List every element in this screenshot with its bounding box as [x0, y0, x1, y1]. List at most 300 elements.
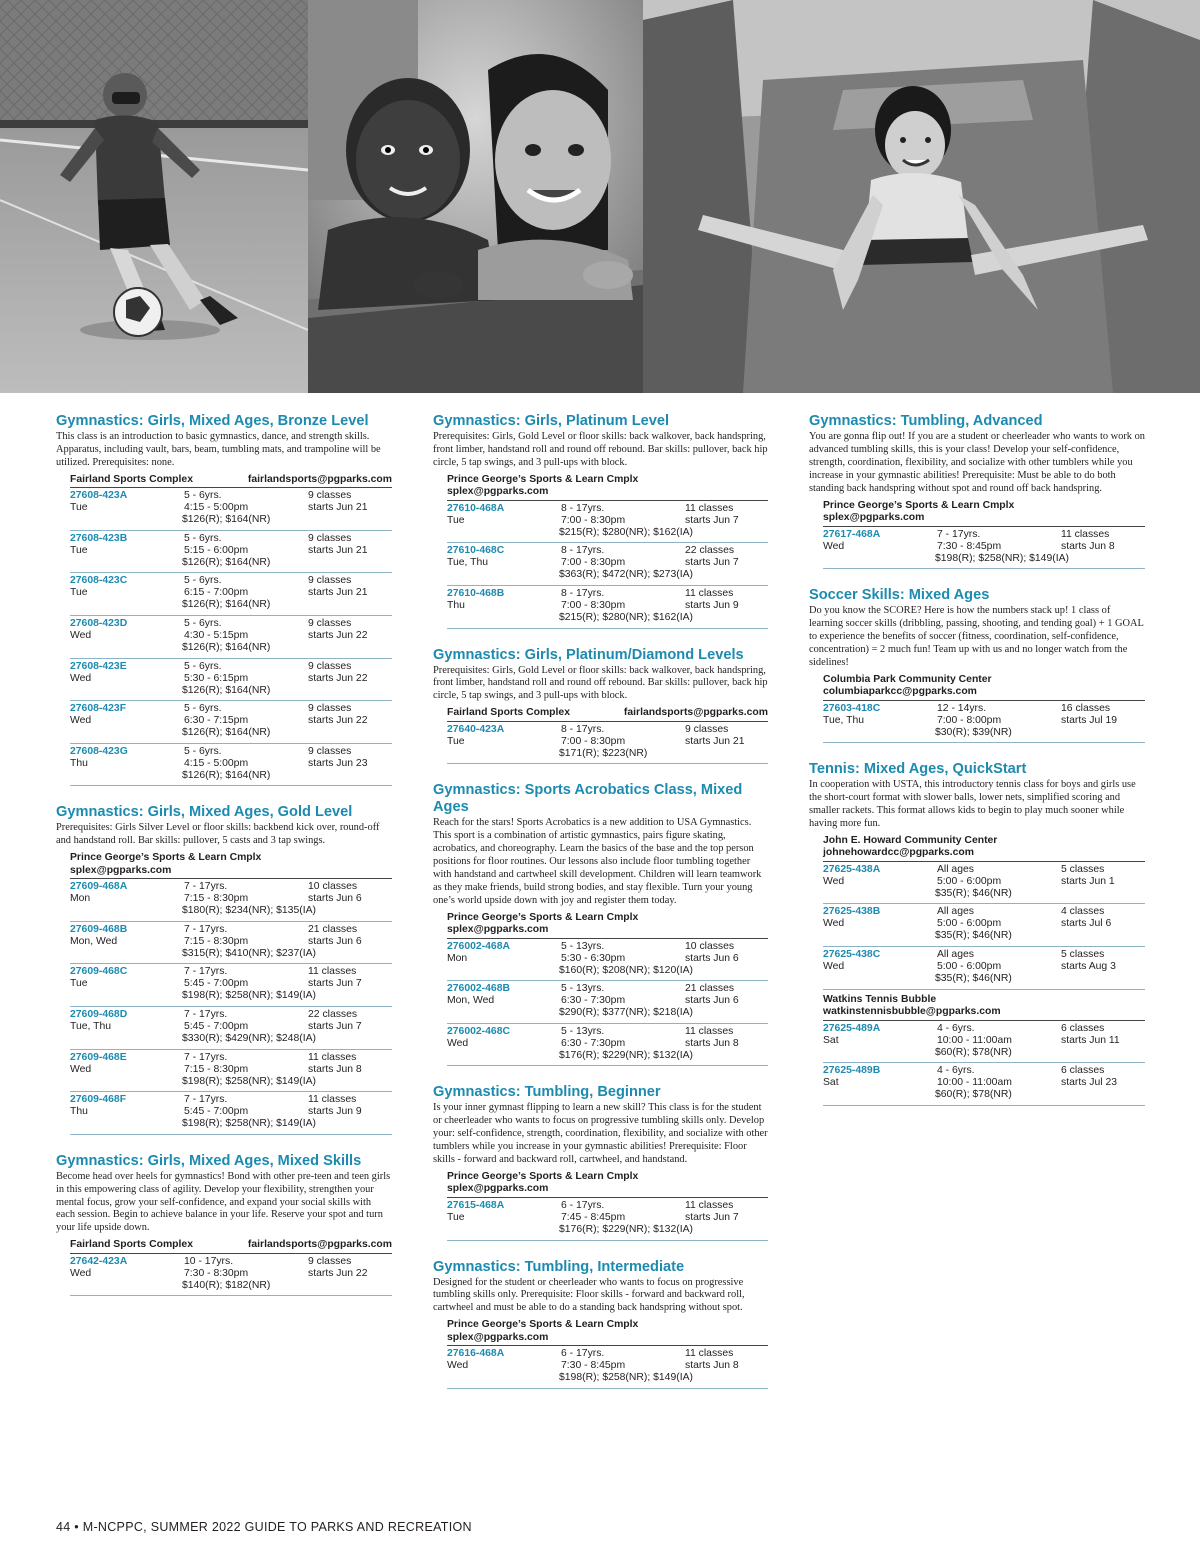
- class-age: 12 - 14yrs.: [937, 702, 987, 714]
- class-fee: $363(R); $472(NR); $273(IA): [559, 569, 693, 581]
- section-tumbling-beginner: [433, 1084, 768, 1240]
- class-start: starts Jun 7: [308, 978, 362, 990]
- class-time: 4:30 - 5:15pm: [184, 630, 249, 641]
- class-start: starts Jun 8: [308, 1063, 362, 1075]
- class-age: 7 - 17yrs.: [184, 1094, 228, 1106]
- class-count: 11 classes: [308, 1051, 357, 1063]
- class-row: [447, 1346, 768, 1389]
- location-header: [823, 500, 1145, 527]
- class-time: 5:00 - 6:00pm: [937, 961, 1002, 973]
- class-count: 4 classes: [1061, 906, 1105, 918]
- section-description: Prerequisites: Girls Silver Level or floor skills: backbend kick over, round-off and handstand roll. Bar skills: pullover, 5 casts and 3 tap swings.: [56, 822, 380, 847]
- class-time: 6:30 - 7:30pm: [561, 1037, 626, 1049]
- class-start: starts Jun 6: [685, 995, 739, 1007]
- class-day: Mon, Wed: [70, 935, 118, 947]
- class-time: 5:00 - 6:00pm: [937, 918, 1002, 930]
- class-count: 9 classes: [308, 745, 352, 757]
- class-start: starts Jun 7: [308, 1020, 362, 1032]
- location-header: [447, 707, 768, 722]
- class-count: 10 classes: [308, 881, 358, 893]
- class-time: 5:30 - 6:15pm: [184, 672, 249, 684]
- class-code[interactable]: 27610-468A: [447, 502, 505, 514]
- class-count: 9 classes: [685, 723, 729, 735]
- class-row: [70, 1007, 392, 1050]
- class-age: All ages: [937, 863, 974, 875]
- class-start: starts Jun 23: [308, 757, 368, 769]
- location-email[interactable]: splex@pgparks.com: [447, 924, 549, 936]
- location-header: [70, 852, 392, 879]
- class-code[interactable]: 27616-468A: [447, 1348, 505, 1360]
- class-row: [447, 722, 768, 765]
- photo-two-children: [308, 0, 643, 393]
- class-fee: $315(R); $410(NR); $237(IA): [182, 947, 316, 959]
- class-time: 5:30 - 6:30pm: [561, 952, 626, 964]
- section-description: You are gonna flip out! If you are a student or cheerleader who wants to work on advanced tumbling skills, this is your class! Develop your self-confidence, strength, coordination, flexibility, and socialize with other tumblers while you increase in your gymnastic abilities! Prerequisite: Must be able to do both standing back handspring without spot and round off back handspring.: [809, 431, 1145, 494]
- class-fee: $140(R); $182(NR): [182, 1279, 271, 1291]
- class-start: starts Jun 6: [308, 893, 362, 905]
- class-time: 7:00 - 8:30pm: [561, 557, 626, 569]
- class-count: 6 classes: [1061, 1065, 1105, 1077]
- class-row: [823, 527, 1145, 570]
- class-table: [70, 852, 392, 1135]
- class-age: 8 - 17yrs.: [561, 723, 605, 735]
- class-row: [70, 922, 392, 965]
- class-code[interactable]: 27610-468B: [447, 587, 505, 599]
- section-tumbling-advanced: [809, 413, 1145, 569]
- class-code[interactable]: 27608-423B: [70, 532, 128, 544]
- location-name: Prince George’s Sports & Learn Cmplx: [70, 852, 262, 864]
- location-name: Prince George’s Sports & Learn Cmplx: [447, 911, 639, 923]
- class-code[interactable]: 27609-468D: [70, 1008, 128, 1020]
- class-time: 7:30 - 8:30pm: [184, 1267, 249, 1279]
- class-fee: $60(R); $78(NR): [935, 1046, 1012, 1058]
- class-day: Mon: [70, 893, 91, 905]
- class-fee: $180(R); $234(NR); $135(IA): [182, 905, 316, 917]
- section-title: Gymnastics: Girls, Platinum Level: [433, 413, 670, 429]
- class-count: 11 classes: [308, 1094, 357, 1106]
- class-table: [447, 707, 768, 764]
- class-count: 11 classes: [685, 1348, 734, 1360]
- class-count: 11 classes: [308, 966, 357, 978]
- class-day: Wed: [70, 672, 92, 684]
- class-count: 5 classes: [1061, 949, 1105, 961]
- class-code[interactable]: 27625-489A: [823, 1022, 881, 1034]
- section-description: Prerequisites: Girls, Gold Level or floor skills: back walkover, back handspring, front limber, handstand roll and round off rebound. Bar skills: pullover, back hip circle, 5 tap swings, and 3 pull-ups with block.: [433, 431, 768, 468]
- class-table: [823, 674, 1145, 744]
- class-count: 9 classes: [308, 1255, 352, 1267]
- class-count: 9 classes: [308, 490, 352, 502]
- class-start: starts Jun 21: [308, 502, 368, 514]
- class-age: 5 - 6yrs.: [184, 618, 222, 629]
- location-name: Columbia Park Community Center: [823, 673, 992, 685]
- class-code[interactable]: 27608-423E: [70, 660, 127, 672]
- section-title: Gymnastics: Girls, Mixed Ages, Mixed Skills: [56, 1152, 362, 1169]
- class-age: 8 - 17yrs.: [561, 502, 605, 514]
- location-name: Watkins Tennis Bubble: [823, 993, 937, 1005]
- class-start: starts Jul 23: [1061, 1077, 1118, 1089]
- section-tennis-quickstart: [809, 761, 1145, 1106]
- class-count: 16 classes: [1061, 702, 1111, 714]
- class-count: 11 classes: [685, 1199, 734, 1211]
- class-fee: $126(R); $164(NR): [182, 727, 271, 739]
- class-count: 5 classes: [1061, 863, 1105, 875]
- class-day: Tue: [70, 587, 88, 599]
- class-table: [447, 912, 768, 1067]
- class-age: 4 - 6yrs.: [937, 1065, 975, 1077]
- location-name: Fairland Sports Complex: [70, 473, 193, 485]
- class-row: [70, 964, 392, 1007]
- class-row: [823, 904, 1145, 947]
- class-code[interactable]: 27625-438C: [823, 949, 881, 961]
- location-email[interactable]: splex@pgparks.com: [447, 486, 549, 498]
- section-title: Gymnastics: Girls, Mixed Ages, Gold Level: [56, 804, 353, 821]
- location-name: John E. Howard Community Center: [823, 834, 998, 846]
- section-description: Prerequisites: Girls, Gold Level or floor skills: back walkover, back handspring, front limber, handstand roll and round off rebound. Bar skills: pullover, back hip circle, 5 tap swings, and 3 pull-ups with block.: [433, 664, 768, 702]
- class-age: 7 - 17yrs.: [184, 966, 228, 978]
- class-age: 5 - 6yrs.: [184, 703, 222, 715]
- class-code[interactable]: 27625-438B: [823, 906, 881, 918]
- class-row: [447, 939, 768, 982]
- location-email[interactable]: watkinstennisbubble@pgparks.com: [823, 1006, 1001, 1018]
- class-time: 5:00 - 6:00pm: [937, 875, 1002, 887]
- class-time: 7:00 - 8:30pm: [561, 599, 626, 611]
- class-fee: $35(R); $46(NR): [935, 973, 1012, 985]
- class-time: 4:15 - 5:00pm: [184, 502, 249, 514]
- section-description: Become head over heels for gymnastics! Bond with other pre-teen and teen girls in this empowering class of agility. Develop your flexibility, strengthen your mental focus, grow your self-confidence, and expand your social skills with each session. Begin to achieve balance in your life. Reserve your spot and turn your life upside down.: [56, 1170, 391, 1234]
- class-time: 7:00 - 8:30pm: [561, 514, 626, 526]
- class-day: Wed: [447, 1037, 469, 1049]
- class-table: [447, 1319, 768, 1389]
- class-row: [70, 659, 392, 702]
- photo-girl-splits: [643, 0, 1200, 393]
- class-fee: $176(R); $229(NR); $132(IA): [559, 1223, 693, 1235]
- section-title: Gymnastics: Girls, Mixed Ages, Bronze Level: [56, 413, 369, 429]
- location-header: [70, 474, 392, 489]
- location-header: [823, 674, 1145, 701]
- section-title: Soccer Skills: Mixed Ages: [809, 587, 990, 604]
- class-fee: $126(R); $164(NR): [182, 684, 271, 696]
- class-day: Tue, Thu: [447, 557, 489, 569]
- class-count: 11 classes: [685, 1025, 734, 1037]
- class-day: Thu: [70, 757, 88, 769]
- class-row: [447, 543, 768, 586]
- location-email[interactable]: fairlandsports@pgparks.com: [247, 1239, 392, 1251]
- class-day: Wed: [70, 1267, 92, 1279]
- class-day: Wed: [447, 1360, 469, 1372]
- class-day: Tue: [447, 735, 465, 747]
- class-age: 8 - 17yrs.: [561, 545, 605, 557]
- class-code[interactable]: 276002-468C: [447, 1025, 510, 1037]
- class-fee: $126(R); $164(NR): [182, 514, 271, 526]
- class-fee: $215(R); $280(NR); $162(IA): [559, 611, 693, 623]
- class-fee: $126(R); $164(NR): [182, 769, 271, 781]
- class-time: 6:30 - 7:30pm: [561, 995, 626, 1007]
- location-email[interactable]: columbiaparkcc@pgparks.com: [823, 686, 977, 698]
- class-time: 7:45 - 8:45pm: [561, 1211, 626, 1223]
- class-start: starts Jun 8: [1061, 540, 1115, 552]
- class-start: starts Jun 7: [685, 514, 739, 526]
- location-email[interactable]: johnehowardcc@pgparks.com: [823, 847, 975, 859]
- class-age: 4 - 6yrs.: [937, 1022, 975, 1034]
- class-time: 6:15 - 7:00pm: [184, 587, 249, 599]
- class-fee: $198(R); $258(NR); $149(IA): [182, 990, 316, 1002]
- class-code[interactable]: 27617-468A: [823, 528, 881, 540]
- class-age: 10 - 17yrs.: [184, 1255, 234, 1267]
- class-start: starts Jun 21: [685, 735, 745, 747]
- location-email[interactable]: splex@pgparks.com: [70, 864, 172, 876]
- class-day: Tue: [447, 1211, 465, 1223]
- class-fee: $198(R); $258(NR); $149(IA): [935, 552, 1069, 564]
- class-code[interactable]: 27642-423A: [70, 1255, 128, 1267]
- class-code[interactable]: 27625-489B: [823, 1065, 881, 1077]
- class-fee: $126(R); $164(NR): [182, 642, 271, 653]
- class-row: [447, 501, 768, 544]
- class-fee: $198(R); $258(NR); $149(IA): [559, 1372, 693, 1384]
- class-code[interactable]: 27608-423A: [70, 490, 128, 502]
- class-count: 9 classes: [308, 575, 352, 587]
- location-header: [447, 1319, 768, 1346]
- class-age: 7 - 17yrs.: [184, 1008, 228, 1020]
- class-time: 7:15 - 8:30pm: [184, 935, 249, 947]
- location-name: Prince George’s Sports & Learn Cmplx: [447, 473, 639, 485]
- class-count: 22 classes: [308, 1008, 358, 1020]
- class-age: 5 - 13yrs.: [561, 940, 605, 952]
- class-code[interactable]: 27603-418C: [823, 702, 881, 714]
- class-table: [447, 1171, 768, 1241]
- class-start: starts Aug 3: [1061, 961, 1116, 973]
- class-start: starts Jul 19: [1061, 714, 1118, 726]
- section-title: Gymnastics: Tumbling, Advanced: [809, 413, 1043, 429]
- class-start: starts Jun 7: [685, 557, 739, 569]
- class-day: Tue: [70, 544, 88, 556]
- class-day: Sat: [823, 1034, 839, 1046]
- class-count: 21 classes: [685, 983, 735, 995]
- class-table: [447, 474, 768, 629]
- location-email[interactable]: splex@pgparks.com: [447, 1183, 549, 1195]
- section-title: Gymnastics: Sports Acrobatics Class, Mixed Ages: [433, 782, 743, 816]
- class-age: 5 - 6yrs.: [184, 575, 222, 587]
- class-count: 9 classes: [308, 618, 352, 629]
- class-row: [823, 701, 1145, 744]
- class-row: [70, 573, 392, 616]
- class-table: [70, 1239, 392, 1296]
- class-age: 6 - 17yrs.: [561, 1199, 605, 1211]
- section-description: Do you know the SCORE? Here is how the numbers stack up! 1 class of learning soccer skills (dribbling, passing, shooting, and tending goal) + 1 GOAL to experience the benefits of soccer (fitness, coordination, self-confidence, concentration) = 2 much fun! Team up with us and no longer watch from the sidelines!: [809, 605, 1144, 668]
- class-code[interactable]: 27608-423G: [70, 745, 128, 757]
- class-time: 6:30 - 7:15pm: [184, 715, 249, 727]
- class-count: 11 classes: [1061, 528, 1110, 540]
- class-count: 11 classes: [685, 587, 734, 599]
- class-row: [70, 879, 392, 922]
- class-time: 5:45 - 7:00pm: [184, 1106, 249, 1118]
- class-age: 7 - 17yrs.: [184, 881, 228, 893]
- section-platinum-level: [433, 413, 768, 629]
- class-code[interactable]: 27609-468E: [70, 1051, 127, 1063]
- class-day: Tue: [447, 514, 465, 526]
- class-day: Tue: [70, 978, 88, 990]
- class-count: 9 classes: [308, 660, 352, 672]
- class-count: 6 classes: [1061, 1022, 1105, 1034]
- class-code[interactable]: 276002-468B: [447, 983, 510, 995]
- class-day: Wed: [70, 715, 92, 727]
- column-3: [809, 413, 1145, 1124]
- class-table: [70, 474, 392, 787]
- class-code[interactable]: 27609-468B: [70, 923, 128, 935]
- class-fee: $160(R); $208(NR); $120(IA): [559, 964, 693, 976]
- class-start: starts Jun 6: [308, 935, 362, 947]
- class-time: 10:00 - 11:00am: [937, 1077, 1012, 1089]
- section-description: Is your inner gymnast flipping to learn a new skill? This class is for the student or cheerleader who wants to focus on progressive tumbling skills only. Develop your: self-confidence, strength, coordination, flexibility, and socialize with other tumblers while you increase in your gymnastic abilities! Prerequisite: Floor skills - forward and backward roll, cartwheel, and handstand.: [433, 1102, 768, 1166]
- location-name: Prince George’s Sports & Learn Cmplx: [823, 499, 1015, 511]
- class-day: Thu: [70, 1106, 88, 1118]
- location-email[interactable]: splex@pgparks.com: [447, 1331, 549, 1343]
- class-row: [70, 1092, 392, 1135]
- class-age: 7 - 17yrs.: [937, 528, 981, 540]
- class-age: 5 - 6yrs.: [184, 490, 222, 502]
- class-row: [447, 1024, 768, 1067]
- photo-boy-soccer: [0, 0, 308, 393]
- class-count: 21 classes: [308, 923, 358, 935]
- class-start: starts Jun 22: [308, 630, 368, 641]
- class-age: All ages: [937, 906, 974, 918]
- class-time: 7:15 - 8:30pm: [184, 1063, 249, 1075]
- class-code[interactable]: 276002-468A: [447, 940, 510, 952]
- class-fee: $176(R); $229(NR); $132(IA): [559, 1049, 693, 1061]
- class-day: Thu: [447, 599, 465, 611]
- class-fee: $126(R); $164(NR): [182, 599, 271, 611]
- class-age: 5 - 13yrs.: [561, 1025, 605, 1037]
- location-name: Prince George’s Sports & Learn Cmplx: [447, 1319, 639, 1331]
- location-header: [70, 1239, 392, 1254]
- section-tumbling-intermediate: [433, 1259, 768, 1389]
- class-fee: $30(R); $39(NR): [935, 726, 1012, 738]
- class-time: 7:00 - 8:30pm: [561, 735, 626, 747]
- class-start: starts Jun 8: [685, 1360, 739, 1372]
- section-description: Designed for the student or cheerleader who wants to focus on progressive tumbling skills only. Prerequisite: Floor skills - forward and backward roll, cartwheel and must be able to do a standing back handspring without spot.: [433, 1276, 745, 1314]
- class-time: 7:30 - 8:45pm: [561, 1360, 626, 1372]
- class-row: [70, 744, 392, 787]
- class-row: [70, 1050, 392, 1093]
- class-fee: $215(R); $280(NR); $162(IA): [559, 526, 693, 538]
- class-time: 5:45 - 7:00pm: [184, 978, 249, 990]
- class-row: [70, 616, 392, 659]
- column-1: [56, 413, 392, 1314]
- class-day: Wed: [823, 918, 845, 930]
- location-header: [447, 912, 768, 939]
- class-age: 7 - 17yrs.: [184, 923, 228, 935]
- class-code[interactable]: 27625-438A: [823, 863, 881, 875]
- class-start: starts Jun 22: [308, 715, 368, 727]
- class-time: 10:00 - 11:00am: [937, 1034, 1012, 1046]
- section-description: In cooperation with USTA, this introductory tennis class for boys and girls use the short-court format with slower balls, lower nets, simplified scoring and smaller rackets. This format allows kids to begin to play much sooner while having more fun.: [809, 779, 1136, 829]
- class-start: starts Jun 11: [1061, 1034, 1120, 1046]
- page-footer: 44 • M-NCPPC, SUMMER 2022 GUIDE TO PARKS AND RECREATION: [56, 1520, 472, 1534]
- class-row: [70, 1254, 392, 1297]
- location-email[interactable]: fairlandsports@pgparks.com: [623, 707, 768, 719]
- class-row: [70, 701, 392, 744]
- section-description: Reach for the stars! Sports Acrobatics is a new addition to USA Gymnastics. This sport is a combination of artistic gymnastics, pairs figure skating, acrobatics, and choreography. Learn the basics of the base and the top person positions for floor routines. Our lessons also include floor tumbling together with handstand and cartwheel skill development. Children will learn teamwork as they make friends, build strong bodies, and stay flexible. Turn your young one’s world upside down with joy and register them today.: [433, 817, 762, 906]
- class-time: 7:30 - 8:45pm: [937, 540, 1002, 552]
- section-title: Tennis: Mixed Ages, QuickStart: [809, 761, 1027, 778]
- class-fee: $171(R); $223(NR): [559, 747, 648, 759]
- class-time: 7:15 - 8:30pm: [184, 893, 249, 905]
- class-code[interactable]: 27640-423A: [447, 723, 505, 735]
- class-code[interactable]: 27609-468C: [70, 966, 128, 978]
- class-day: Wed: [823, 961, 845, 973]
- class-day: Wed: [823, 540, 845, 552]
- class-age: 6 - 17yrs.: [561, 1348, 605, 1360]
- class-start: starts Jun 22: [308, 672, 368, 684]
- class-start: starts Jun 21: [308, 544, 368, 556]
- location-name: Fairland Sports Complex: [447, 707, 570, 719]
- class-day: Mon: [447, 952, 468, 964]
- section-sports-acrobatics: [433, 782, 768, 1066]
- class-row: [823, 862, 1145, 905]
- class-start: starts Jun 9: [308, 1106, 362, 1118]
- class-fee: $330(R); $429(NR); $248(IA): [182, 1032, 316, 1044]
- class-code[interactable]: 27610-468C: [447, 545, 505, 557]
- class-time: 5:15 - 6:00pm: [184, 544, 249, 556]
- location-header: [823, 835, 1145, 862]
- class-day: Wed: [823, 875, 845, 887]
- class-age: 5 - 6yrs.: [184, 660, 222, 672]
- class-day: Wed: [70, 630, 92, 641]
- class-age: 5 - 6yrs.: [184, 532, 222, 544]
- section-description: This class is an introduction to basic gymnastics, dance, and strength skills. Apparatus, including vault, bars, beam, tumbling mats, and trampoline will be utilized. Prerequisites: none.: [56, 431, 381, 468]
- class-code[interactable]: 27608-423F: [70, 703, 127, 715]
- class-time: 5:45 - 7:00pm: [184, 1020, 249, 1032]
- class-row: [447, 1198, 768, 1241]
- location-email[interactable]: splex@pgparks.com: [823, 512, 925, 524]
- class-fee: $60(R); $78(NR): [935, 1089, 1012, 1101]
- class-start: starts Jun 21: [308, 587, 368, 599]
- class-day: Sat: [823, 1077, 839, 1089]
- location-name: Prince George’s Sports & Learn Cmplx: [447, 1170, 639, 1182]
- class-fee: $35(R); $46(NR): [935, 887, 1012, 899]
- class-start: starts Jun 9: [685, 599, 739, 611]
- class-time: 4:15 - 5:00pm: [184, 757, 249, 769]
- class-count: 22 classes: [685, 545, 735, 557]
- location-name: Fairland Sports Complex: [70, 1239, 193, 1251]
- class-row: [823, 947, 1145, 990]
- class-start: starts Jun 1: [1061, 875, 1115, 887]
- class-age: 7 - 17yrs.: [184, 1051, 228, 1063]
- class-age: 5 - 6yrs.: [184, 745, 222, 757]
- column-2: [433, 413, 768, 1407]
- class-code[interactable]: 27608-423C: [70, 575, 128, 587]
- class-code[interactable]: 27608-423D: [70, 618, 128, 629]
- location-email[interactable]: fairlandsports@pgparks.com: [247, 473, 392, 485]
- class-start: starts Jun 7: [685, 1211, 739, 1223]
- class-code[interactable]: 27609-468F: [70, 1094, 127, 1106]
- section-gold-level: [56, 804, 392, 1134]
- class-fee: $198(R); $258(NR); $149(IA): [182, 1118, 316, 1130]
- class-fee: $35(R); $46(NR): [935, 930, 1012, 942]
- class-row: [70, 531, 392, 574]
- class-code[interactable]: 27609-468A: [70, 881, 128, 893]
- class-age: 5 - 13yrs.: [561, 983, 605, 995]
- class-fee: $290(R); $377(NR); $218(IA): [559, 1007, 693, 1019]
- class-row: [447, 586, 768, 629]
- class-day: Mon, Wed: [447, 995, 495, 1007]
- section-title: Gymnastics: Tumbling, Beginner: [433, 1084, 661, 1101]
- section-bronze-level: [56, 413, 392, 786]
- class-table: [823, 835, 1145, 1106]
- class-code[interactable]: 27615-468A: [447, 1199, 505, 1211]
- class-age: 8 - 17yrs.: [561, 587, 605, 599]
- class-start: starts Jun 6: [685, 952, 739, 964]
- class-day: Tue, Thu: [823, 714, 865, 726]
